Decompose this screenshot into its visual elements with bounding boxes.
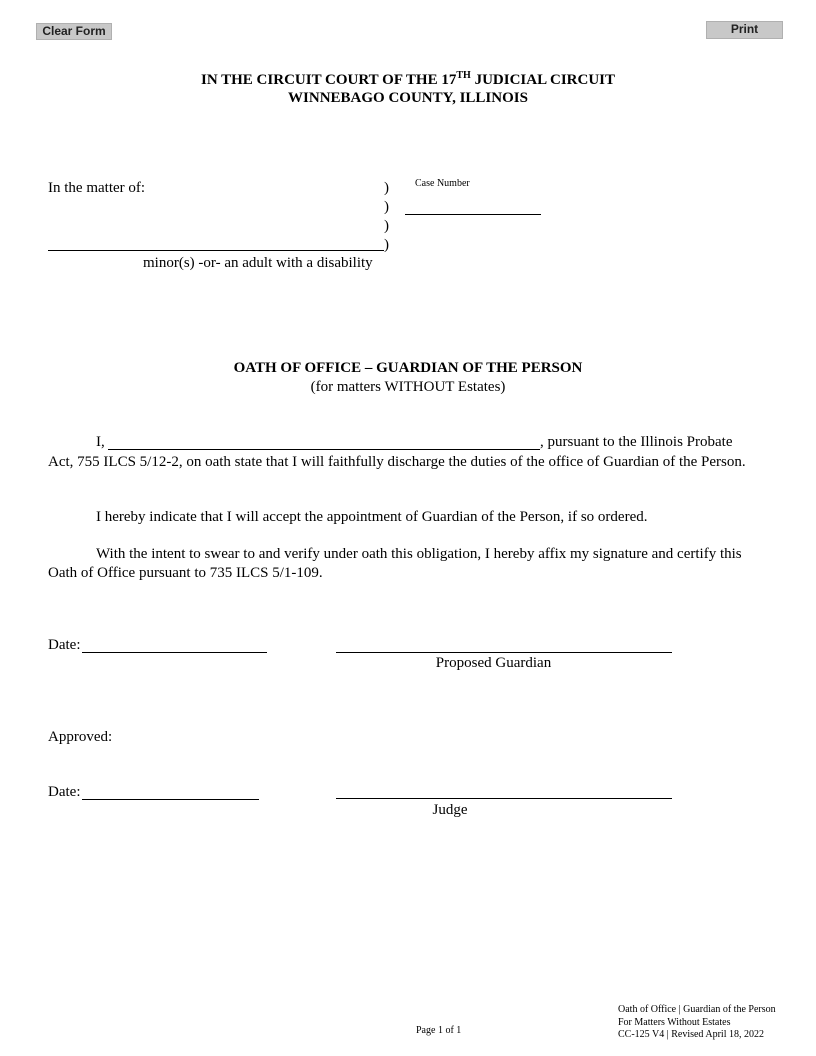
document-subtitle: (for matters WITHOUT Estates) (310, 379, 506, 395)
accept-paragraph: I hereby indicate that I will accept the appointment of Guardian of the Person, if so ordered. (96, 509, 648, 525)
approved-label: Approved: (48, 729, 113, 745)
minor-label: minor(s) -or- an adult with a disability (143, 255, 373, 271)
footer-form-version: CC-125 V4 | Revised April 18, 2022 (618, 1029, 764, 1040)
oath-suffix: , pursuant to the Illinois Probate (540, 434, 733, 450)
guardian-signature-line (336, 652, 672, 653)
matter-label: In the matter of: (48, 180, 146, 196)
judge-label: Judge (432, 802, 468, 818)
court-heading-superscript: TH (456, 70, 471, 81)
date-label: Date: (48, 637, 81, 653)
guardian-name-field[interactable] (108, 434, 540, 450)
verify-paragraph: With the intent to swear to and verify under oath this obligation, I hereby affix my signature and certify this Oath of Office pursuant to 735 ILCS 5/1-109. (48, 546, 742, 581)
document-title: OATH OF OFFICE – GUARDIAN OF THE PERSON (233, 360, 583, 376)
clear-form-button[interactable]: Clear Form (36, 23, 112, 40)
case-number-label: Case Number (415, 178, 470, 189)
page-number: Page 1 of 1 (416, 1025, 462, 1036)
county-heading: WINNEBAGO COUNTY, ILLINOIS (288, 90, 528, 106)
caption-paren: ) (384, 199, 389, 215)
court-heading-part-a: IN THE CIRCUIT COURT OF THE 17 (200, 72, 457, 88)
date-label: Date: (48, 784, 81, 800)
judge-signature-line (336, 798, 672, 799)
oath-paragraph: Act, 755 ILCS 5/12-2, on oath state that I will faithfully discharge the duties of the office of Guardian of the Person. (48, 454, 746, 470)
judge-date-field[interactable] (82, 784, 259, 800)
guardian-date-field[interactable] (82, 637, 267, 653)
proposed-guardian-label: Proposed Guardian (435, 655, 552, 671)
court-heading (0, 70, 816, 89)
respondent-name-field[interactable] (48, 235, 384, 251)
print-button[interactable]: Print (706, 21, 783, 39)
court-heading-part-b: JUDICIAL CIRCUIT (470, 72, 616, 88)
footer-form-subtitle: For Matters Without Estates (618, 1017, 731, 1028)
caption-paren: ) (384, 180, 389, 196)
oath-prefix: I, (96, 434, 105, 450)
caption-paren: ) (384, 218, 389, 234)
caption-paren: ) (384, 237, 389, 253)
case-number-field[interactable] (405, 199, 541, 215)
footer-form-title: Oath of Office | Guardian of the Person (618, 1004, 776, 1015)
